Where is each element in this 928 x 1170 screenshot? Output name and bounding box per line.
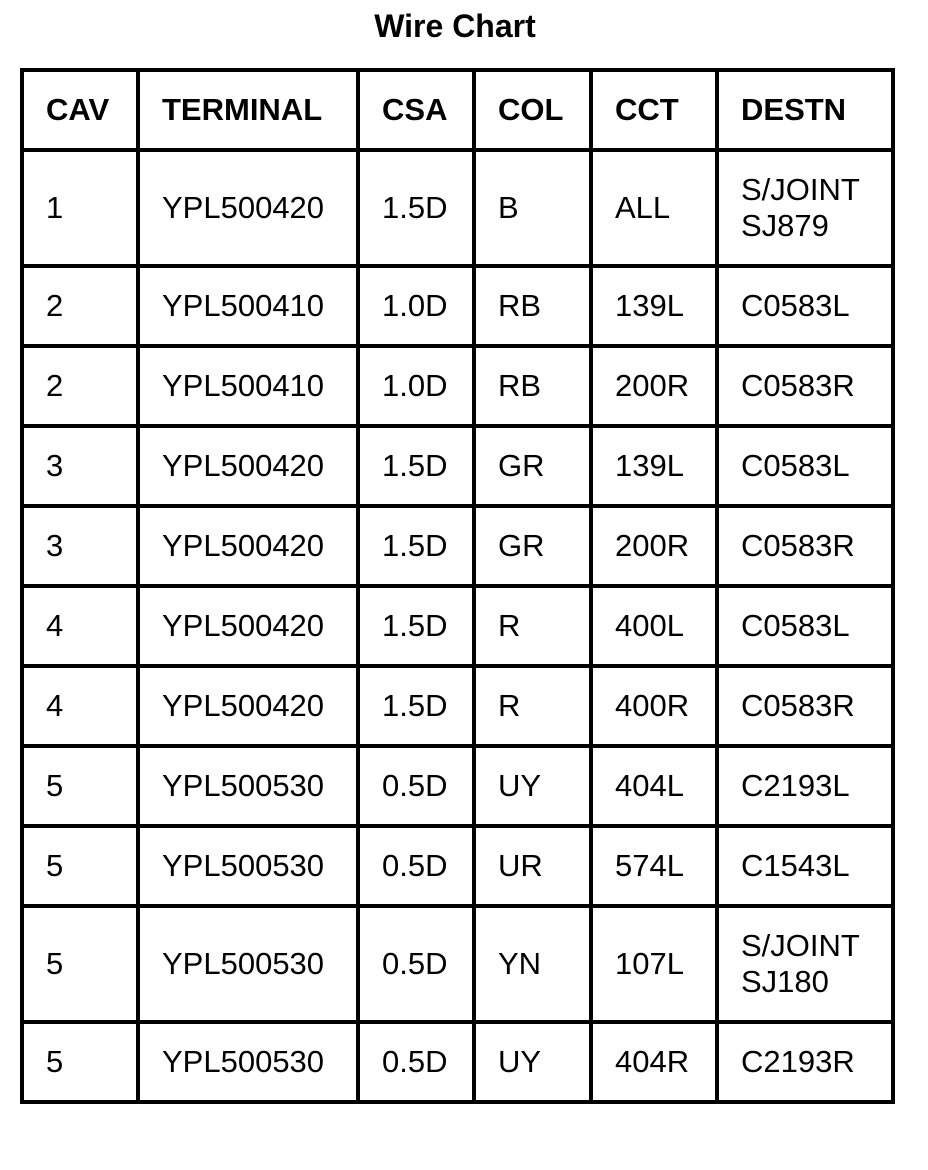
cell-destn: [717, 1022, 893, 1102]
cell-cct: 139L: [591, 426, 717, 506]
cell-col: R: [474, 586, 591, 666]
cell-destn: [717, 826, 893, 906]
destn-line: C2193R: [741, 1044, 855, 1079]
cell-terminal: YPL500420: [138, 506, 358, 586]
cell-col: UY: [474, 1022, 591, 1102]
cell-cav: 4: [22, 586, 138, 666]
column-header-terminal: TERMINAL: [138, 70, 358, 150]
table-row: [22, 426, 893, 506]
cell-col: YN: [474, 906, 591, 1022]
cell-col: RB: [474, 266, 591, 346]
cell-destn: [717, 586, 893, 666]
cell-terminal: YPL500530: [138, 1022, 358, 1102]
cell-terminal: YPL500530: [138, 906, 358, 1022]
cell-cav: 1: [22, 150, 138, 266]
table-body: [22, 150, 893, 1102]
column-header-destn: DESTN: [717, 70, 893, 150]
cell-col: RB: [474, 346, 591, 426]
cell-csa: 0.5D: [358, 1022, 474, 1102]
destn-line: C0583L: [741, 448, 850, 483]
destn-line: C2193L: [741, 768, 850, 803]
cell-cct: 200R: [591, 506, 717, 586]
destn-line: S/JOINT: [741, 928, 860, 963]
destn-line: C0583L: [741, 288, 850, 323]
table-row: [22, 826, 893, 906]
cell-destn: [717, 266, 893, 346]
destn-line: C0583R: [741, 368, 855, 403]
cell-cav: 4: [22, 666, 138, 746]
wire-chart-table: [20, 68, 895, 1104]
cell-cav: 5: [22, 826, 138, 906]
cell-cav: 5: [22, 906, 138, 1022]
cell-destn: [717, 746, 893, 826]
cell-cav: 3: [22, 426, 138, 506]
destn-line: SJ879: [741, 208, 829, 243]
destn-line: SJ180: [741, 964, 829, 999]
cell-cct: ALL: [591, 150, 717, 266]
cell-col: GR: [474, 426, 591, 506]
cell-csa: 0.5D: [358, 826, 474, 906]
destn-line: C0583L: [741, 608, 850, 643]
cell-destn: [717, 666, 893, 746]
cell-col: R: [474, 666, 591, 746]
cell-cct: 139L: [591, 266, 717, 346]
cell-terminal: YPL500420: [138, 666, 358, 746]
cell-col: UR: [474, 826, 591, 906]
column-header-csa: CSA: [358, 70, 474, 150]
table-row: [22, 346, 893, 426]
cell-terminal: YPL500410: [138, 346, 358, 426]
cell-terminal: YPL500530: [138, 746, 358, 826]
column-header-col: COL: [474, 70, 591, 150]
cell-csa: 1.0D: [358, 266, 474, 346]
destn-line: C0583R: [741, 688, 855, 723]
cell-csa: 1.5D: [358, 150, 474, 266]
table-row: [22, 1022, 893, 1102]
cell-csa: 1.5D: [358, 586, 474, 666]
cell-csa: 1.5D: [358, 426, 474, 506]
table-row: [22, 666, 893, 746]
destn-line: C1543L: [741, 848, 850, 883]
cell-col: UY: [474, 746, 591, 826]
cell-col: GR: [474, 506, 591, 586]
cell-cav: 3: [22, 506, 138, 586]
cell-cav: 5: [22, 746, 138, 826]
table-header-row: [22, 70, 893, 150]
table-row: [22, 586, 893, 666]
cell-destn: [717, 906, 893, 1022]
cell-terminal: YPL500410: [138, 266, 358, 346]
cell-csa: 1.5D: [358, 506, 474, 586]
cell-destn: [717, 426, 893, 506]
cell-col: B: [474, 150, 591, 266]
table-row: [22, 266, 893, 346]
cell-csa: 1.0D: [358, 346, 474, 426]
cell-terminal: YPL500420: [138, 150, 358, 266]
cell-terminal: YPL500420: [138, 426, 358, 506]
cell-csa: 0.5D: [358, 746, 474, 826]
cell-cav: 2: [22, 266, 138, 346]
cell-cct: 200R: [591, 346, 717, 426]
table-row: [22, 746, 893, 826]
cell-cct: 400R: [591, 666, 717, 746]
cell-cav: 5: [22, 1022, 138, 1102]
column-header-cct: CCT: [591, 70, 717, 150]
table-row: [22, 906, 893, 1022]
destn-line: C0583R: [741, 528, 855, 563]
cell-cct: 404R: [591, 1022, 717, 1102]
cell-cct: 400L: [591, 586, 717, 666]
cell-cct: 574L: [591, 826, 717, 906]
cell-csa: 0.5D: [358, 906, 474, 1022]
cell-csa: 1.5D: [358, 666, 474, 746]
cell-cct: 107L: [591, 906, 717, 1022]
cell-cav: 2: [22, 346, 138, 426]
cell-destn: [717, 150, 893, 266]
table-row: [22, 506, 893, 586]
page-title: Wire Chart: [374, 8, 536, 44]
destn-line: S/JOINT: [741, 172, 860, 207]
cell-terminal: YPL500530: [138, 826, 358, 906]
column-header-cav: CAV: [22, 70, 138, 150]
table-row: [22, 150, 893, 266]
cell-cct: 404L: [591, 746, 717, 826]
cell-destn: [717, 346, 893, 426]
cell-destn: [717, 506, 893, 586]
cell-terminal: YPL500420: [138, 586, 358, 666]
